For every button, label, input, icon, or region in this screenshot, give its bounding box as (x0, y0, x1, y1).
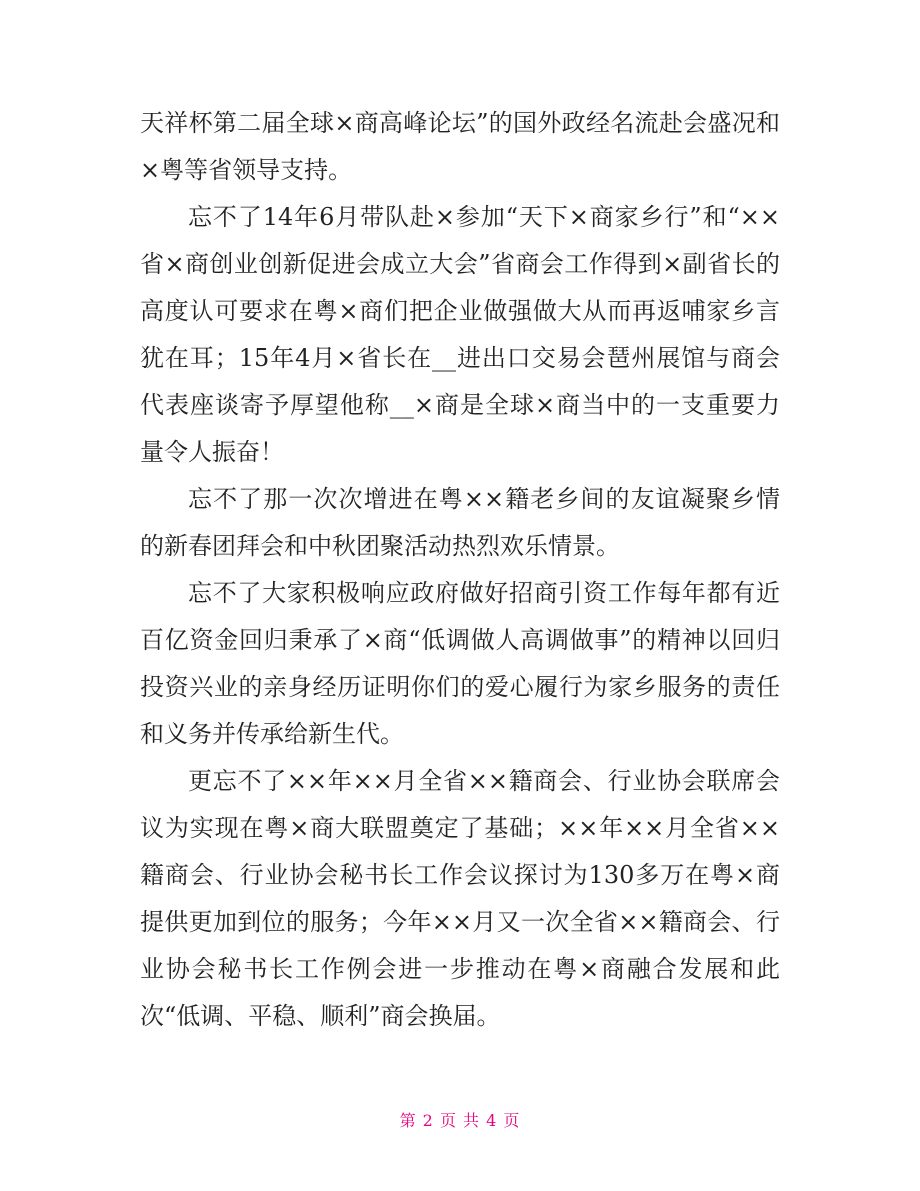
paragraph-4: 忘不了大家积极响应政府做好招商引资工作每年都有近百亿资金回归秉承了×商“低调做人高调做事”的精神以回归投资兴业的亲身经历证明你们的爱心履行为家乡服务的责任和义务并传承给新生代。 (140, 579, 780, 748)
page-number-footer: 第 2 页 共 4 页 (399, 1111, 521, 1130)
paragraph-3: 忘不了那一次次增进在粤××籍老乡间的友谊凝聚乡情的新春团拜会和中秋团聚活动热烈欢乐情景。 (140, 485, 780, 560)
paragraph-5: 更忘不了××年××月全省××籍商会、行业协会联席会议为实现在粤×商大联盟奠定了基础；××年××月全省××籍商会、行业协会秘书长工作会议探讨为130多万在粤×商提供更加到位的服务；今年××月又一次全省××籍商会、行业协会秘书长工作例会进一步推动在粤×商融合发展和此次“低调、平稳、顺利”商会换届。 (140, 767, 780, 1030)
paragraph-1: 天祥杯第二届全球×商高峰论坛”的国外政经名流赴会盛况和×粤等省领导支持。 (140, 109, 780, 184)
document-body (140, 100, 780, 1040)
paragraph-2: 忘不了14年6月带队赴×参加“天下×商家乡行”和“××省×商创业创新促进会成立大会”省商会工作得到×副省长的高度认可要求在粤×商们把企业做强做大从而再返哺家乡言犹在耳；15年4月×省长在__进出口交易会琶州展馆与商会代表座谈寄予厚望他称__×商是全球×商当中的一支重要力量令人振奋！ (140, 203, 780, 466)
